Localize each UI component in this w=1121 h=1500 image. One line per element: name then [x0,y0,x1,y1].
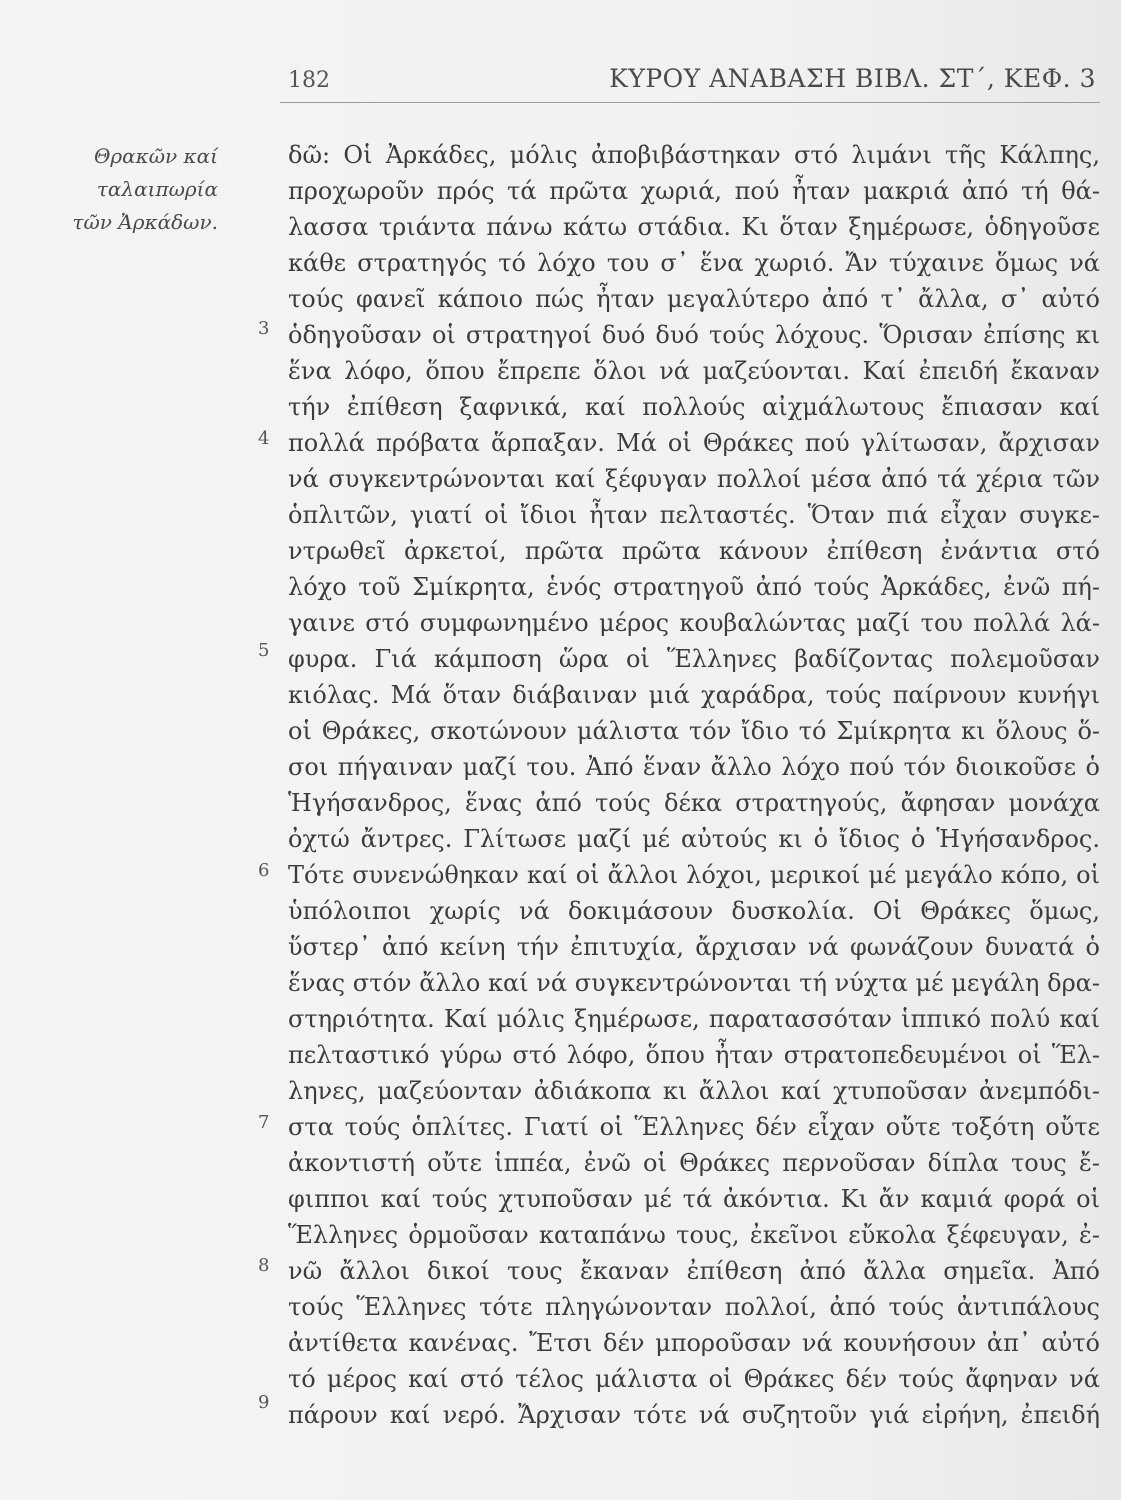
paragraph-number: 8 [258,1255,270,1276]
text-line: ντρωθεῖ ἀρκετοί, πρῶτα πρῶτα κάνουν ἐπίθεση ἐνάντια στό [288,537,1100,565]
text-line: σοι πήγαιναν μαζί του. Ἀπό ἕναν ἄλλο λόχο πού τόν διοικοῦσε ὁ [288,753,1100,781]
text-line: ὀχτώ ἄντρες. Γλίτωσε μαζί μέ αὐτούς κι ὁ ἴδιος ὁ Ἡγήσανδρος. [288,825,1100,853]
text-line: τούς φανεῖ κάποιο πώς ἦταν μεγαλύτερο ἀπό τ᾿ ἄλλα, σ᾿ αὐτό [288,285,1100,313]
text-line: γαινε στό συμφωνημένο μέρος κουβαλώντας μαζί του πολλά λά- [288,609,1100,637]
margin-note [40,140,218,239]
text-line: κάθε στρατηγός τό λόχο του σ᾿ ἕνα χωριό. Ἄν τύχαινε ὅμως νά [288,249,1100,277]
text-line: πελταστικό γύρω στό λόφο, ὅπου ἦταν στρατοπεδευμένοι οἱ Ἕλ- [288,1041,1100,1069]
text-line: προχωροῦν πρός τά πρῶτα χωριά, πού ἦταν μακριά ἀπό τή θά- [288,177,1100,205]
text-line: τήν ἐπίθεση ξαφνικά, καί πολλούς αἰχμάλωτους ἔπιασαν καί [288,393,1100,421]
text-line: Ἕλληνες ὁρμοῦσαν καταπάνω τους, ἐκεῖνοι εὔκολα ξέφευγαν, ἐ- [288,1221,1100,1249]
text-line: λασσα τριάντα πάνω κάτω στάδια. Κι ὅταν ξημέρωσε, ὁδηγοῦσε [288,213,1100,241]
running-title: ΚΥΡΟΥ ΑΝΑΒΑΣΗ ΒΙΒΛ. ΣΤ΄, ΚΕΦ. 3 [609,64,1096,93]
text-line: τούς Ἕλληνες τότε πληγώνονταν πολλοί, ἀπό τούς ἀντιπάλους [288,1293,1100,1321]
margin-note-line: Θρακῶν καί [93,144,218,168]
text-line: στα τούς ὁπλίτες. Γιατί οἱ Ἕλληνες δέν εἶχαν οὔτε τοξότη οὔτε [288,1113,1100,1141]
paragraph-number: 4 [258,428,270,449]
paragraph-number: 9 [258,1392,270,1413]
text-line: τό μέρος καί στό τέλος μάλιστα οἱ Θράκες δέν τούς ἄφηναν νά [288,1365,1100,1393]
page-number: 182 [288,68,330,93]
text-line: δῶ: Οἱ Ἀρκάδες, μόλις ἀποβιβάστηκαν στό λιμάνι τῆς Κάλπης, [288,141,1100,169]
text-line: ἀντίθετα κανένας. Ἔτσι δέν μποροῦσαν νά κουνήσουν ἀπ᾿ αὐτό [288,1329,1100,1357]
text-line: ὑπόλοιποι χωρίς νά δοκιμάσουν δυσκολία. Οἱ Θράκες ὅμως, [288,897,1100,925]
paragraph-number: 3 [258,318,270,339]
paragraph-number: 7 [258,1112,270,1133]
text-line: κιόλας. Μά ὅταν διάβαιναν μιά χαράδρα, τούς παίρνουν κυνήγι [288,681,1100,709]
text-line: ληνες, μαζεύονταν ἀδιάκοπα κι ἄλλοι καί χτυποῦσαν ἀνεμπόδι- [288,1077,1100,1105]
text-line: φυρα. Γιά κάμποση ὥρα οἱ Ἕλληνες βαδίζοντας πολεμοῦσαν [288,645,1100,673]
paragraph-number: 5 [258,640,270,661]
text-line: νῶ ἄλλοι δικοί τους ἔκαναν ἐπίθεση ἀπό ἄλλα σημεῖα. Ἀπό [288,1257,1100,1285]
margin-note-line: τῶν Ἀρκάδων. [72,210,218,234]
text-line: ἀκοντιστή οὔτε ἱππέα, ἐνῶ οἱ Θράκες περνοῦσαν δίπλα τους ἔ- [288,1149,1100,1177]
page-header [280,60,1100,100]
text-line: πάρουν καί νερό. Ἄρχισαν τότε νά συζητοῦν γιά εἰρήνη, ἐπειδή [288,1401,1100,1429]
text-line: Ἡγήσανδρος, ἕνας ἀπό τούς δέκα στρατηγούς, ἄφησαν μονάχα [288,789,1100,817]
text-line: στηριότητα. Καί μόλις ξημέρωσε, παρατασσόταν ἱππικό πολύ καί [288,1005,1100,1033]
text-line: πολλά πρόβατα ἅρπαξαν. Μά οἱ Θράκες πού γλίτωσαν, ἄρχισαν [288,429,1100,457]
margin-note-line: ταλαιπωρία [96,177,218,201]
header-rule [280,102,1100,103]
text-line: ὕστερ᾿ ἀπό κείνη τήν ἐπιτυχία, ἄρχισαν νά φωνάζουν δυνατά ὁ [288,933,1100,961]
text-line: φιπποι καί τούς χτυποῦσαν μέ τά ἀκόντια. Κι ἄν καμιά φορά οἱ [288,1185,1100,1213]
text-line: ὁπλιτῶν, γιατί οἱ ἴδιοι ἦταν πελταστές. Ὅταν πιά εἶχαν συγκε- [288,501,1100,529]
paragraph-number: 6 [258,860,270,881]
text-line: ἕνα λόφο, ὅπου ἔπρεπε ὅλοι νά μαζεύονται. Καί ἐπειδή ἔκαναν [288,357,1100,385]
text-line: οἱ Θράκες, σκοτώνουν μάλιστα τόν ἴδιο τό Σμίκρητα κι ὅλους ὅ- [288,717,1100,745]
text-line: νά συγκεντρώνονται καί ξέφυγαν πολλοί μέσα ἀπό τά χέρια τῶν [288,465,1100,493]
text-line: Τότε συνενώθηκαν καί οἱ ἄλλοι λόχοι, μερικοί μέ μεγάλο κόπο, οἱ [288,861,1100,889]
text-line: ὁδηγοῦσαν οἱ στρατηγοί δυό δυό τούς λόχους. Ὅρισαν ἐπίσης κι [288,321,1100,349]
text-line: λόχο τοῦ Σμίκρητα, ἑνός στρατηγοῦ ἀπό τούς Ἀρκάδες, ἐνῶ πή- [288,573,1100,601]
text-line: ἕνας στόν ἄλλο καί νά συγκεντρώνονται τή νύχτα μέ μεγάλη δρα- [288,969,1100,997]
